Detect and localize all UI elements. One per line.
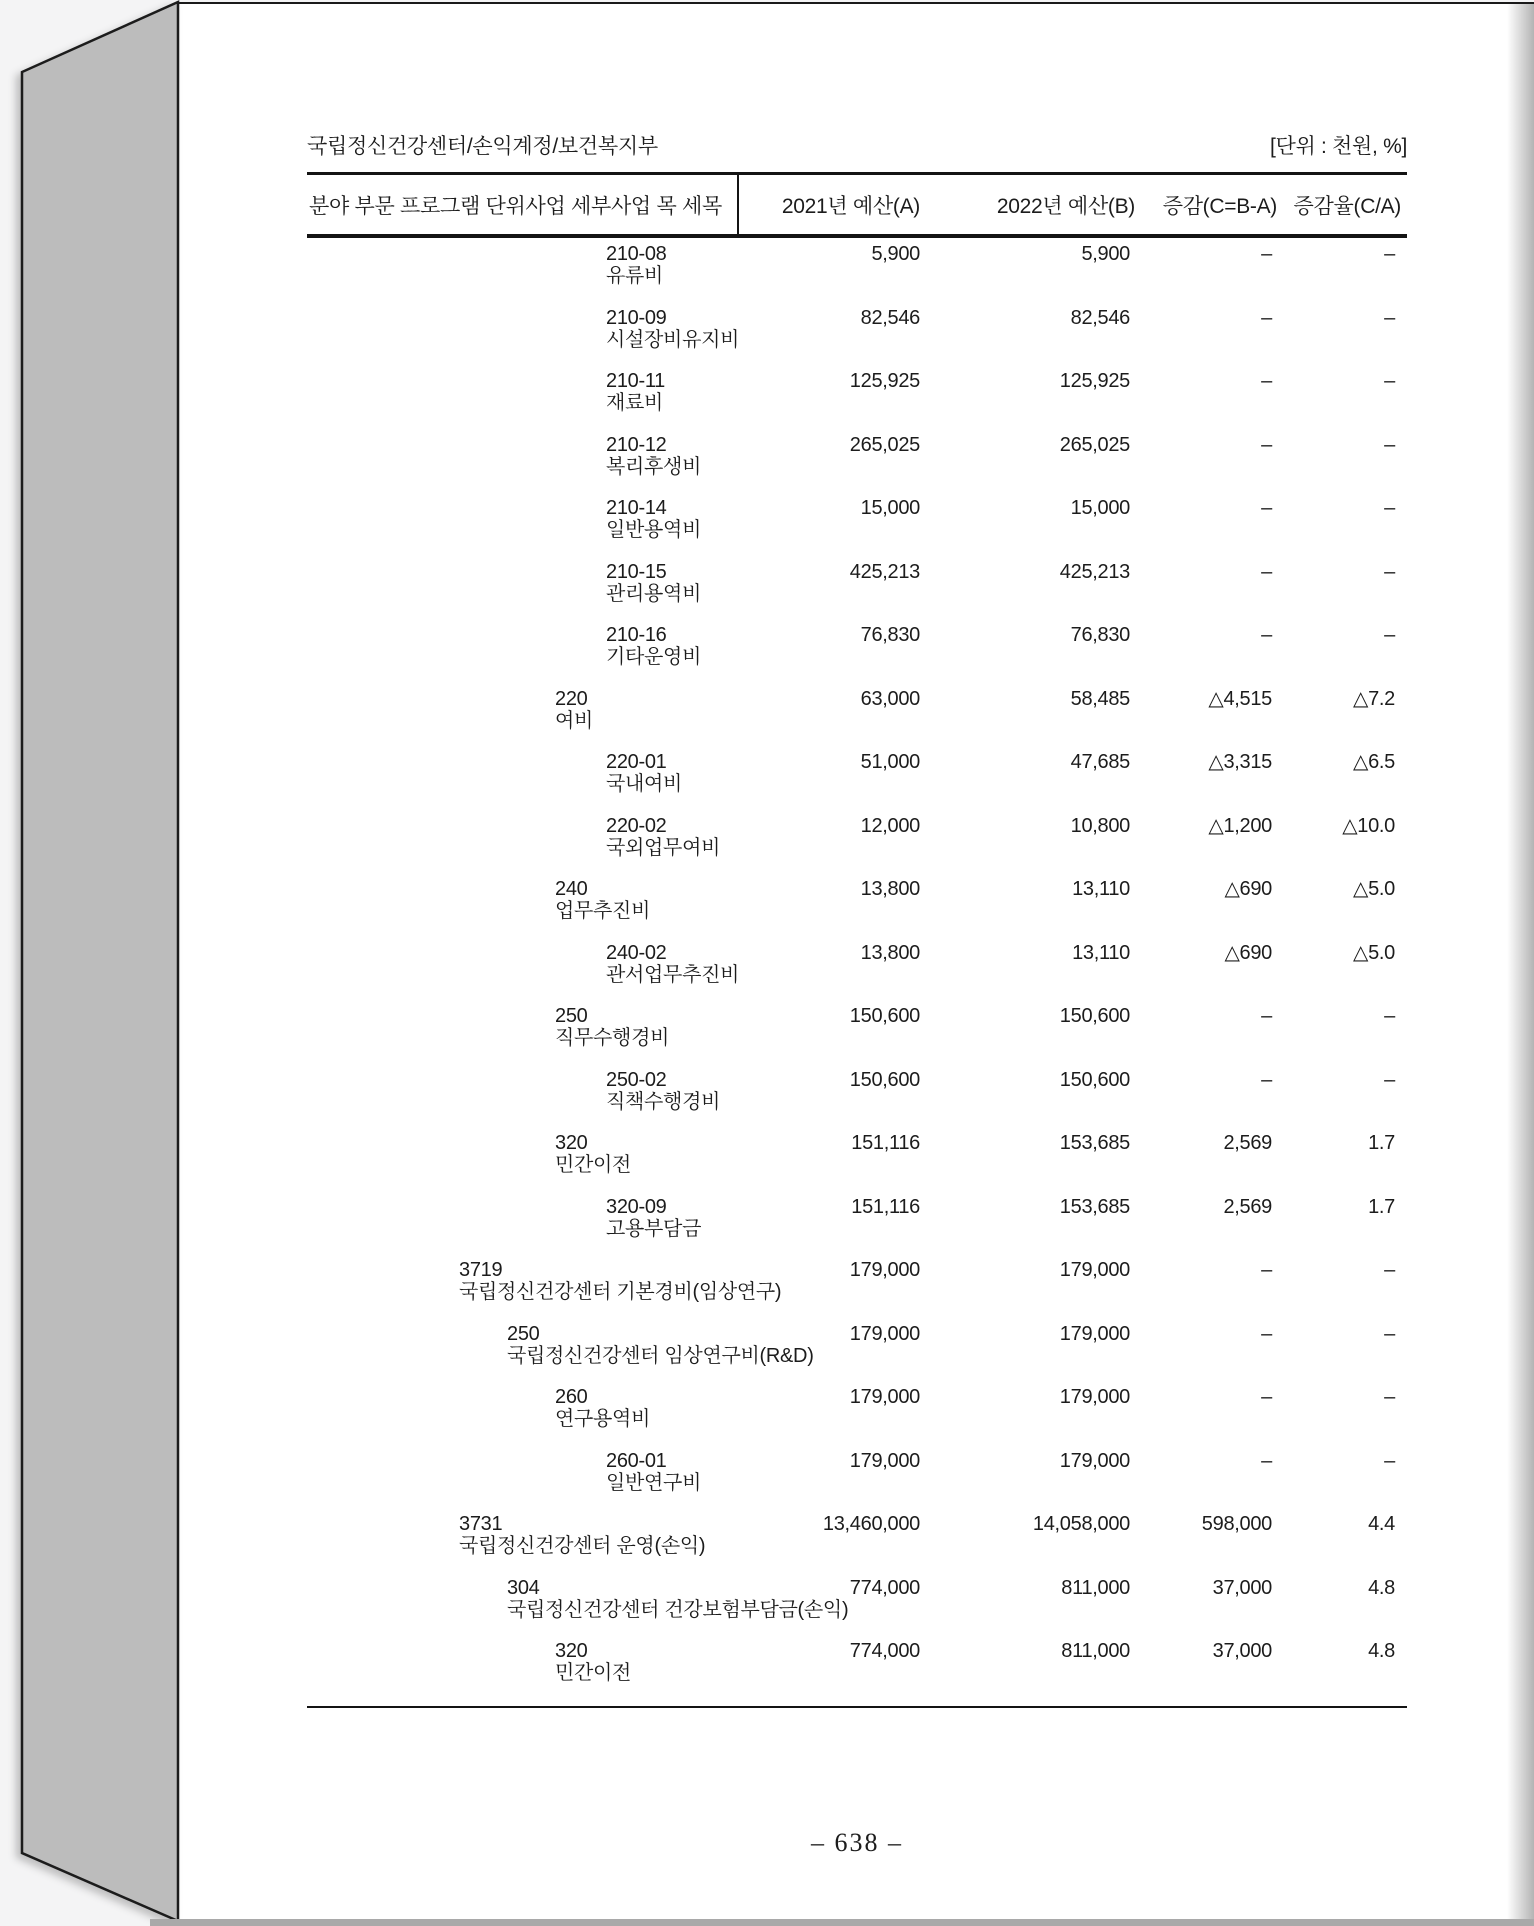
budget-2022-value: 179,000 bbox=[1059, 1449, 1130, 1472]
change-rate-value: – bbox=[1384, 1068, 1395, 1091]
budget-2022-value: 125,925 bbox=[1059, 370, 1130, 392]
change-rate-value: △5.0 bbox=[1353, 878, 1395, 900]
column-header-change-rate: 증감율(C/A) bbox=[1293, 194, 1401, 218]
change-rate-value: – bbox=[1384, 1449, 1395, 1472]
budget-2021-value: 179,000 bbox=[849, 1259, 920, 1281]
item-name: 업무추진비 bbox=[555, 900, 651, 922]
item-name: 직무수행경비 bbox=[555, 1027, 670, 1049]
change-rate-value: 1.7 bbox=[1368, 1195, 1395, 1218]
item-name: 유류비 bbox=[606, 265, 664, 287]
item-name: 국립정신건강센터 임상연구비(R&D) bbox=[507, 1344, 814, 1367]
budget-2021-value: 150,600 bbox=[849, 1068, 920, 1091]
budget-2022-value: 10,800 bbox=[1070, 814, 1130, 837]
item-code: 320 bbox=[555, 1640, 588, 1662]
scan-bottom-edge bbox=[150, 1919, 1534, 1926]
budget-2022-value: 82,546 bbox=[1070, 306, 1130, 329]
item-code: 3731 bbox=[459, 1513, 503, 1535]
item-name: 일반연구비 bbox=[606, 1471, 702, 1494]
item-code: 220-01 bbox=[606, 751, 667, 773]
budget-2022-value: 811,000 bbox=[1061, 1576, 1130, 1599]
item-name: 시설장비유지비 bbox=[606, 328, 740, 351]
item-name: 기타운영비 bbox=[606, 646, 702, 668]
budget-2022-value: 153,685 bbox=[1059, 1132, 1130, 1154]
change-rate-value: – bbox=[1384, 243, 1395, 265]
change-value: – bbox=[1261, 1386, 1272, 1408]
item-name: 복리후생비 bbox=[606, 455, 702, 478]
change-value: – bbox=[1261, 370, 1272, 392]
item-code: 320-09 bbox=[606, 1195, 667, 1218]
change-value: – bbox=[1261, 1005, 1272, 1027]
budget-2021-value: 5,900 bbox=[871, 243, 920, 265]
change-value: – bbox=[1261, 306, 1272, 329]
item-code: 210-16 bbox=[606, 624, 667, 646]
change-rate-value: – bbox=[1384, 1005, 1395, 1027]
item-code: 304 bbox=[507, 1576, 540, 1599]
item-code: 320 bbox=[555, 1132, 588, 1154]
change-value: – bbox=[1261, 497, 1272, 519]
budget-2021-value: 774,000 bbox=[849, 1576, 920, 1599]
item-code: 260-01 bbox=[606, 1449, 667, 1472]
item-name: 국립정신건강센터 기본경비(임상연구) bbox=[459, 1281, 782, 1303]
document-title: 국립정신건강센터/손익계정/보건복지부 bbox=[307, 135, 658, 158]
item-name: 직책수행경비 bbox=[606, 1090, 721, 1113]
item-name: 일반용역비 bbox=[606, 519, 702, 541]
budget-2022-value: 5,900 bbox=[1081, 243, 1130, 265]
budget-2022-value: 13,110 bbox=[1072, 941, 1130, 964]
column-header-budget-2022: 2022년 예산(B) bbox=[996, 194, 1135, 218]
item-name: 여비 bbox=[555, 709, 594, 732]
change-value: 37,000 bbox=[1212, 1576, 1272, 1599]
budget-2021-value: 13,460,000 bbox=[822, 1513, 920, 1535]
change-rate-value: △7.2 bbox=[1353, 687, 1395, 710]
item-code: 240 bbox=[555, 878, 588, 900]
change-value: – bbox=[1261, 1449, 1272, 1472]
budget-2022-value: 47,685 bbox=[1070, 751, 1130, 773]
budget-2022-value: 150,600 bbox=[1059, 1005, 1130, 1027]
change-rate-value: – bbox=[1384, 624, 1395, 646]
budget-2021-value: 82,546 bbox=[860, 306, 920, 329]
budget-2021-value: 13,800 bbox=[860, 878, 920, 900]
budget-2022-value: 14,058,000 bbox=[1032, 1513, 1130, 1535]
change-value: – bbox=[1261, 1068, 1272, 1091]
change-value: – bbox=[1261, 1322, 1272, 1345]
change-rate-value: 4.8 bbox=[1368, 1576, 1395, 1599]
item-code: 240-02 bbox=[606, 941, 667, 964]
budget-2022-value: 150,600 bbox=[1059, 1068, 1130, 1091]
change-rate-value: 4.4 bbox=[1368, 1513, 1395, 1535]
change-value: – bbox=[1261, 1259, 1272, 1281]
item-name: 연구용역비 bbox=[555, 1408, 651, 1430]
budget-2022-value: 811,000 bbox=[1061, 1640, 1130, 1662]
change-rate-value: – bbox=[1384, 497, 1395, 519]
change-value: – bbox=[1261, 243, 1272, 265]
item-code: 220-02 bbox=[606, 814, 667, 837]
budget-2022-value: 179,000 bbox=[1059, 1259, 1130, 1281]
budget-2021-value: 15,000 bbox=[860, 497, 920, 519]
change-value: – bbox=[1261, 560, 1272, 583]
change-rate-value: – bbox=[1384, 1259, 1395, 1281]
change-rate-value: – bbox=[1384, 433, 1395, 456]
change-rate-value: 1.7 bbox=[1368, 1132, 1395, 1154]
budget-2021-value: 151,116 bbox=[851, 1132, 920, 1154]
item-code: 210-14 bbox=[606, 497, 667, 519]
budget-2021-value: 125,925 bbox=[849, 370, 920, 392]
budget-2022-value: 265,025 bbox=[1059, 433, 1130, 456]
column-header-budget-2021: 2021년 예산(A) bbox=[781, 194, 920, 218]
item-code: 210-11 bbox=[606, 370, 665, 392]
budget-2022-value: 153,685 bbox=[1059, 1195, 1130, 1218]
item-code: 210-12 bbox=[606, 433, 667, 456]
column-header-item: 분야 부문 프로그램 단위사업 세부사업 목 세목 bbox=[309, 194, 722, 218]
change-value: 37,000 bbox=[1212, 1640, 1272, 1662]
column-header-change: 증감(C=B-A) bbox=[1162, 194, 1277, 218]
unit-note: [단위 : 천원, %] bbox=[1269, 135, 1407, 158]
item-code: 260 bbox=[555, 1386, 588, 1408]
change-rate-value: – bbox=[1384, 306, 1395, 329]
change-value: △690 bbox=[1224, 941, 1272, 964]
budget-2021-value: 51,000 bbox=[860, 751, 920, 773]
item-name: 국립정신건강센터 운영(손익) bbox=[459, 1535, 706, 1557]
change-value: – bbox=[1261, 433, 1272, 456]
item-code: 210-08 bbox=[606, 243, 667, 265]
item-name: 국립정신건강센터 건강보험부담금(손익) bbox=[507, 1598, 849, 1621]
change-value: △3,315 bbox=[1208, 751, 1272, 773]
budget-2021-value: 265,025 bbox=[849, 433, 920, 456]
item-code: 210-15 bbox=[606, 560, 667, 583]
budget-2022-value: 15,000 bbox=[1070, 497, 1130, 519]
budget-2021-value: 63,000 bbox=[860, 687, 920, 710]
change-rate-value: 4.8 bbox=[1368, 1640, 1395, 1662]
item-code: 250-02 bbox=[606, 1068, 667, 1091]
change-rate-value: – bbox=[1384, 1386, 1395, 1408]
item-code: 3719 bbox=[459, 1259, 503, 1281]
change-rate-value: – bbox=[1384, 1322, 1395, 1345]
item-code: 220 bbox=[555, 687, 588, 710]
change-rate-value: – bbox=[1384, 370, 1395, 392]
change-value: △1,200 bbox=[1208, 814, 1272, 837]
item-name: 관서업무추진비 bbox=[606, 963, 740, 986]
change-value: △690 bbox=[1224, 878, 1272, 900]
item-code: 250 bbox=[507, 1322, 540, 1345]
budget-2022-value: 58,485 bbox=[1070, 687, 1130, 710]
item-name: 고용부담금 bbox=[606, 1217, 702, 1240]
change-rate-value: – bbox=[1384, 560, 1395, 583]
change-rate-value: △5.0 bbox=[1353, 941, 1395, 964]
budget-2021-value: 150,600 bbox=[849, 1005, 920, 1027]
item-name: 관리용역비 bbox=[606, 582, 702, 605]
change-rate-value: △6.5 bbox=[1353, 751, 1395, 773]
budget-2021-value: 12,000 bbox=[860, 814, 920, 837]
item-name: 재료비 bbox=[606, 392, 664, 414]
item-name: 국외업무여비 bbox=[606, 836, 721, 859]
change-value: 598,000 bbox=[1201, 1513, 1272, 1535]
item-code: 210-09 bbox=[606, 306, 667, 329]
budget-2022-value: 425,213 bbox=[1059, 560, 1130, 583]
change-value: 2,569 bbox=[1223, 1195, 1272, 1218]
item-name: 민간이전 bbox=[555, 1154, 632, 1176]
change-value: △4,515 bbox=[1208, 687, 1272, 710]
budget-2021-value: 179,000 bbox=[849, 1386, 920, 1408]
item-name: 국내여비 bbox=[606, 773, 683, 795]
item-code: 250 bbox=[555, 1005, 588, 1027]
page-number: – 638 – bbox=[811, 1828, 903, 1857]
budget-2022-value: 76,830 bbox=[1070, 624, 1130, 646]
budget-2021-value: 774,000 bbox=[849, 1640, 920, 1662]
change-value: – bbox=[1261, 624, 1272, 646]
budget-2022-value: 13,110 bbox=[1072, 878, 1130, 900]
change-rate-value: △10.0 bbox=[1342, 814, 1395, 837]
budget-2021-value: 425,213 bbox=[849, 560, 920, 583]
budget-2022-value: 179,000 bbox=[1059, 1386, 1130, 1408]
item-name: 민간이전 bbox=[555, 1662, 632, 1684]
spine-panel bbox=[22, 2, 178, 1921]
budget-2021-value: 76,830 bbox=[860, 624, 920, 646]
budget-2021-value: 179,000 bbox=[849, 1322, 920, 1345]
budget-2021-value: 151,116 bbox=[851, 1195, 920, 1218]
budget-2021-value: 179,000 bbox=[849, 1449, 920, 1472]
budget-2021-value: 13,800 bbox=[860, 941, 920, 964]
change-value: 2,569 bbox=[1223, 1132, 1272, 1154]
budget-2022-value: 179,000 bbox=[1059, 1322, 1130, 1345]
